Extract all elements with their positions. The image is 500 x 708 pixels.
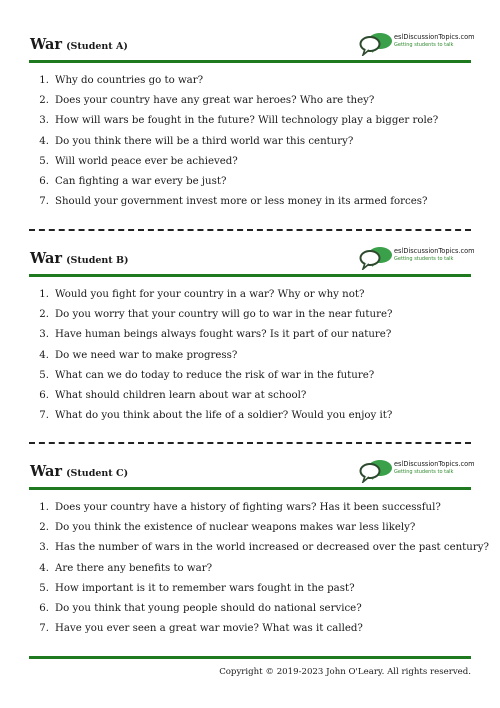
question-list xyxy=(29,285,471,426)
question-item: 5. Will world peace ever be achieved? xyxy=(39,155,238,167)
site-logo xyxy=(359,30,475,56)
logo-site-name: eslDiscussionTopics.com xyxy=(394,33,475,41)
cut-line xyxy=(29,442,471,444)
section-header xyxy=(29,457,475,483)
question-item: 2. Do you think the existence of nuclear weapons makes war less likely? xyxy=(39,522,416,534)
question-item: 7. What do you think about the life of a soldier? Would you enjoy it? xyxy=(39,410,393,422)
question-item: 1. Would you fight for your country in a war? Why or why not? xyxy=(39,289,365,300)
question-item: 3. Has the number of wars in the world increased or decreased over the past century? xyxy=(39,542,489,554)
section-student-a xyxy=(29,30,475,212)
section-title: War (Student B) xyxy=(30,250,129,267)
question-item: 6. Can fighting a war every be just? xyxy=(39,175,227,187)
question-item: 3. Have human beings always fought wars? Is it part of our nature? xyxy=(39,329,392,341)
logo-tagline: Getting students to talk xyxy=(394,42,454,48)
question-item: 2. Does your country have any great war heroes? Who are they? xyxy=(39,95,375,107)
site-logo xyxy=(359,457,475,483)
question-item: 5. What can we do today to reduce the risk of war in the future? xyxy=(39,369,375,381)
question-item: 4. Are there any benefits to war? xyxy=(39,562,213,574)
question-item: 6. Do you think that young people should do national service? xyxy=(39,602,362,614)
section-title: War (Student A) xyxy=(30,36,128,53)
section-student-b xyxy=(29,244,475,426)
header-rule xyxy=(29,60,471,63)
header-rule xyxy=(29,487,471,490)
speech-bubbles-icon xyxy=(359,32,393,56)
question-item: 2. Do you worry that your country will go to war in the near future? xyxy=(39,309,393,321)
section-subtitle: (Student C) xyxy=(66,468,129,479)
question-item: 1. Why do countries go to war? xyxy=(39,75,204,86)
copyright-notice: Copyright © 2019-2023 John O'Leary. All rights reserved. xyxy=(219,667,471,677)
question-list xyxy=(29,71,471,212)
logo-tagline: Getting students to talk xyxy=(394,469,454,475)
section-subtitle: (Student A) xyxy=(66,41,128,52)
section-subtitle: (Student B) xyxy=(66,255,129,266)
question-item: 4. Do we need war to make progress? xyxy=(39,349,238,361)
question-item: 7. Have you ever seen a great war movie? What was it called? xyxy=(39,623,363,635)
speech-bubbles-icon xyxy=(359,246,393,270)
section-student-c xyxy=(29,457,489,639)
logo-site-name: eslDiscussionTopics.com xyxy=(394,247,475,255)
question-item: 4. Do you think there will be a third world war this century? xyxy=(39,135,354,147)
cut-line xyxy=(29,229,471,231)
footer-rule xyxy=(29,656,471,659)
question-item: 7. Should your government invest more or less money in its armed forces? xyxy=(39,196,428,208)
question-item: 1. Does your country have a history of fighting wars? Has it been successful? xyxy=(39,502,441,513)
logo-site-name: eslDiscussionTopics.com xyxy=(394,460,475,468)
section-title: War (Student C) xyxy=(30,463,129,480)
site-logo xyxy=(359,244,475,270)
section-header xyxy=(29,30,475,56)
header-rule xyxy=(29,274,471,277)
section-header xyxy=(29,244,475,270)
question-item: 3. How will wars be fought in the future? Will technology play a bigger role? xyxy=(39,115,439,127)
question-item: 6. What should children learn about war at school? xyxy=(39,389,307,401)
logo-tagline: Getting students to talk xyxy=(394,256,454,262)
speech-bubbles-icon xyxy=(359,459,393,483)
question-item: 5. How important is it to remember wars fought in the past? xyxy=(39,582,355,594)
question-list xyxy=(29,498,489,639)
